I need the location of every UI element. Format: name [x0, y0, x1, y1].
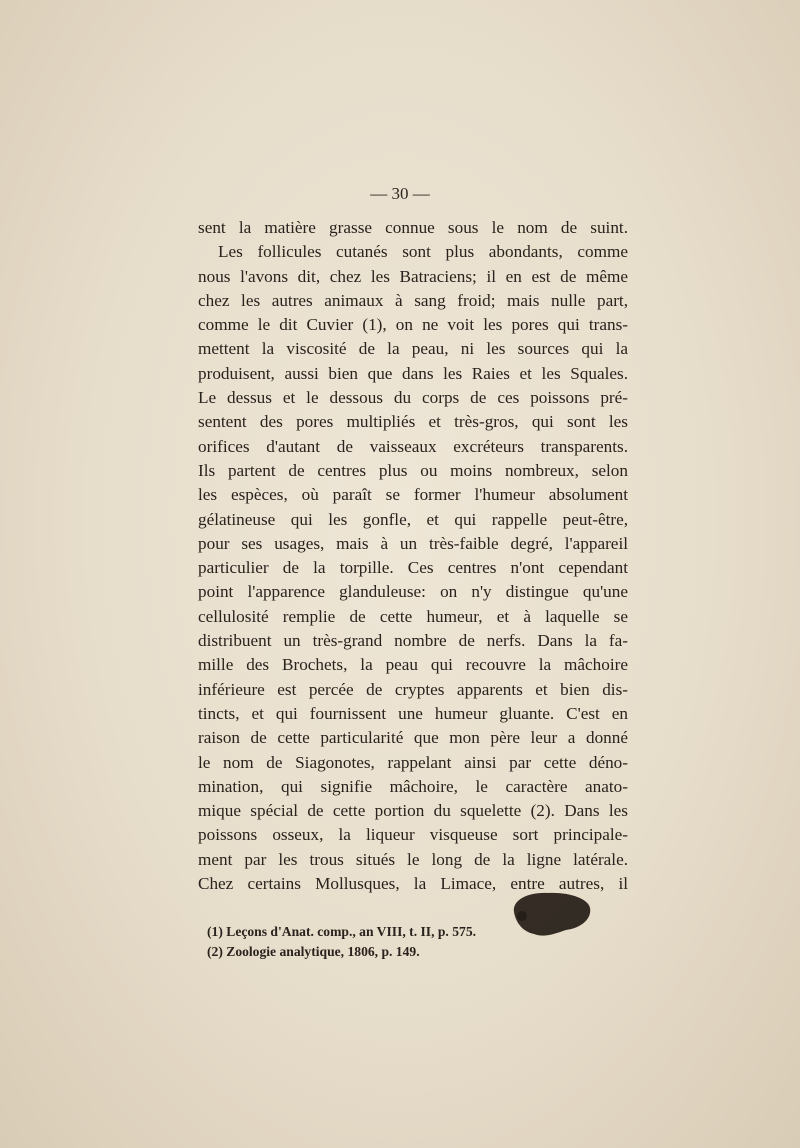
text-line: tincts, et qui fournissent une humeur gluante. C'est en — [198, 703, 628, 723]
footnotes — [207, 922, 607, 962]
body-text — [198, 216, 628, 896]
text-line: inférieure est percée de cryptes apparents et bien dis- — [198, 679, 628, 699]
text-line: pour ses usages, mais à un très-faible degré, l'appareil — [198, 533, 628, 553]
text-line: point l'apparence glanduleuse: on n'y distingue qu'une — [198, 582, 628, 602]
text-line: particulier de la torpille. Ces centres n'ont cependant — [198, 558, 628, 578]
text-line: raison de cette particularité que mon père leur a donné — [198, 728, 628, 748]
text-line: cellulosité remplie de cette humeur, et à laquelle se — [198, 606, 628, 626]
footnote-1: (1) Leçons d'Anat. comp., an VIII, t. II, p. 575. — [207, 924, 477, 939]
text-line: Les follicules cutanés sont plus abondants, comme — [218, 242, 628, 262]
text-line: ment par les trous situés le long de la ligne latérale. — [198, 849, 628, 869]
text-line: mille des Brochets, la peau qui recouvre la mâchoire — [198, 655, 628, 675]
text-line: Chez certains Mollusques, la Limace, entre autres, il — [198, 874, 628, 894]
text-line: gélatineuse qui les gonfle, et qui rappelle peut-être, — [198, 509, 628, 529]
text-line: Le dessus et le dessous du corps de ces poissons pré- — [198, 388, 628, 408]
footnote-2: (2) Zoologie analytique, 1806, p. 149. — [207, 944, 420, 959]
text-line: nous l'avons dit, chez les Batraciens; il en est de même — [198, 266, 628, 286]
page-number: — 30 — — [370, 184, 430, 203]
text-line: produisent, aussi bien que dans les Raies et les Squales. — [198, 363, 628, 383]
text-line: le nom de Siagonotes, rappelant ainsi par cette déno- — [198, 752, 628, 772]
text-line: poissons osseux, la liqueur visqueuse sort principale- — [198, 825, 628, 845]
text-line: Ils partent de centres plus ou moins nombreux, selon — [198, 460, 628, 480]
text-line: chez les autres animaux à sang froid; mais nulle part, — [198, 290, 628, 310]
text-line: comme le dit Cuvier (1), on ne voit les pores qui trans- — [198, 315, 628, 335]
text-line: mique spécial de cette portion du squelette (2). Dans les — [198, 801, 628, 821]
text-line: sent la matière grasse connue sous le nom de suint. — [198, 218, 628, 237]
text-line: les espèces, où paraît se former l'humeur absolument — [198, 485, 628, 505]
text-line: sentent des pores multipliés et très-gros, qui sont les — [198, 412, 628, 432]
text-line: distribuent un très-grand nombre de nerfs. Dans la fa- — [198, 631, 628, 651]
text-line: mettent la viscosité de la peau, ni les sources qui la — [198, 339, 628, 359]
text-line: mination, qui signifie mâchoire, le caractère anato- — [198, 776, 628, 796]
text-line: orifices d'autant de vaisseaux excréteurs transparents. — [198, 436, 628, 456]
